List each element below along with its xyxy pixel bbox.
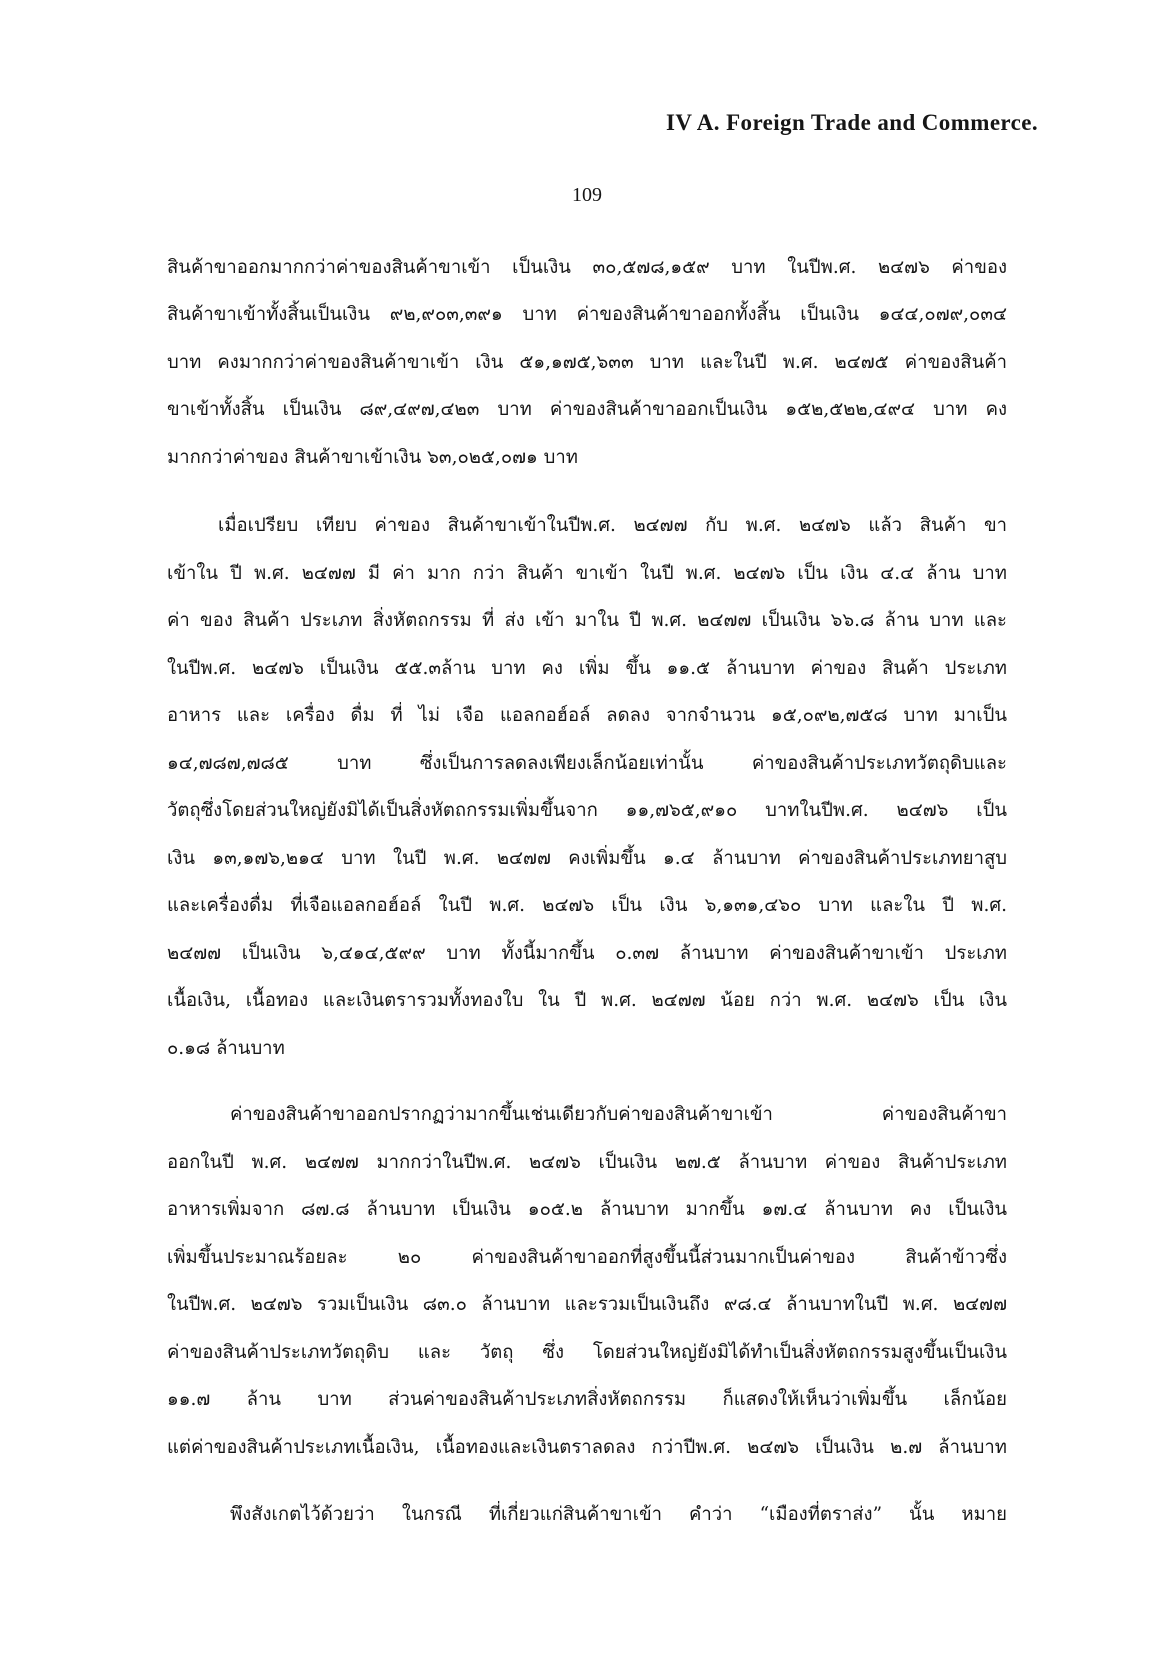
paragraph-2-line: เนื้อเงิน, เนื้อทอง และเงินตรารวมทั้งทองใบ ใน ปี พ.ศ. ๒๔๗๗ น้อย กว่า พ.ศ. ๒๔๗๖ เป็น เงิน (167, 990, 1007, 1011)
paragraph-1-line: มากกว่าค่าของ สินค้าขาเข้าเงิน ๖๓,๐๒๕,๐๗๑ บาท (167, 447, 578, 468)
paragraph-2-line: และเครื่องดื่ม ที่เจือแอลกอฮ์อล์ ในปี พ.ศ. ๒๔๗๖ เป็น เงิน ๖,๑๓๑,๔๖๐ บาท และใน ปี พ.ศ. (167, 895, 1007, 916)
paragraph-2-line: อาหาร และ เครื่อง ดื่ม ที่ ไม่ เจือ แอลกอฮ์อล์ ลดลง จากจำนวน ๑๕,๐๙๒,๗๕๘ บาท มาเป็น (167, 705, 1007, 726)
paragraph-2-line: วัตถุซึ่งโดยส่วนใหญ่ยังมิได้เป็นสิ่งหัตถกรรมเพิ่มขึ้นจาก ๑๑,๗๖๕,๙๑๐ บาทในปีพ.ศ. ๒๔๗๖ เป็น (167, 800, 1007, 821)
paragraph-4-line: พึงสังเกตไว้ด้วยว่า ในกรณี ที่เกี่ยวแก่สินค้าขาเข้า คำว่า “เมืองที่ตราส่ง” นั้น หมาย (230, 1504, 1007, 1525)
paragraph-2-line: เงิน ๑๓,๑๗๖,๒๑๔ บาท ในปี พ.ศ. ๒๔๗๗ คงเพิ่มขึ้น ๑.๔ ล้านบาท ค่าของสินค้าประเภทยาสูบ (167, 848, 1007, 869)
paragraph-2-line: ค่า ของ สินค้า ประเภท สิ่งหัตถกรรม ที่ ส่ง เข้า มาใน ปี พ.ศ. ๒๔๗๗ เป็นเงิน ๖๖.๘ ล้าน บาท และ (167, 610, 1007, 631)
paragraph-2-line: ในปีพ.ศ. ๒๔๗๖ เป็นเงิน ๕๕.๓ล้าน บาท คง เพิ่ม ขึ้น ๑๑.๕ ล้านบาท ค่าของ สินค้า ประเภท (167, 658, 1007, 679)
paragraph-1-line: บาท คงมากกว่าค่าของสินค้าขาเข้า เงิน ๕๑,๑๗๕,๖๓๓ บาท และในปี พ.ศ. ๒๔๗๕ ค่าของสินค้า (167, 352, 1007, 373)
paragraph-3-line: เพิ่มขึ้นประมาณร้อยละ ๒๐ ค่าของสินค้าขาออกที่สูงขึ้นนี้ส่วนมากเป็นค่าของ สินค้าข้าวซึ่ง (167, 1247, 1007, 1268)
paragraph-3-line: แต่ค่าของสินค้าประเภทเนื้อเงิน, เนื้อทองและเงินตราลดลง กว่าปีพ.ศ. ๒๔๗๖ เป็นเงิน ๒.๗ ล้านบาท (167, 1437, 1007, 1458)
paragraph-3-line: ค่าของสินค้าขาออกปรากฏว่ามากขึ้นเช่นเดียวกับค่าของสินค้าขาเข้า ค่าของสินค้าขา (230, 1104, 1007, 1125)
paragraph-2-line: เข้าใน ปี พ.ศ. ๒๔๗๗ มี ค่า มาก กว่า สินค้า ขาเข้า ในปี พ.ศ. ๒๔๗๖ เป็น เงิน ๔.๔ ล้าน บาท (167, 563, 1007, 584)
page-number: 109 (572, 184, 602, 206)
paragraph-2-line: ๑๔,๗๘๗,๗๘๕ บาท ซึ่งเป็นการลดลงเพียงเล็กน้อยเท่านั้น ค่าของสินค้าประเภทวัตถุดิบและ (167, 753, 1007, 774)
section-header: IV A. Foreign Trade and Commerce. (665, 110, 1038, 135)
paragraph-3-line: ในปีพ.ศ. ๒๔๗๖ รวมเป็นเงิน ๘๓.๐ ล้านบาท และรวมเป็นเงินถึง ๙๘.๔ ล้านบาทในปี พ.ศ. ๒๔๗๗ (167, 1294, 1007, 1315)
paragraph-2-line: ๒๔๗๗ เป็นเงิน ๖,๔๑๔,๕๙๙ บาท ทั้งนี้มากขึ้น ๐.๓๗ ล้านบาท ค่าของสินค้าขาเข้า ประเภท (167, 943, 1007, 964)
paragraph-1-line: สินค้าขาออกมากกว่าค่าของสินค้าขาเข้า เป็นเงิน ๓๐,๕๗๘,๑๕๙ บาท ในปีพ.ศ. ๒๔๗๖ ค่าของ (167, 257, 1007, 278)
paragraph-3-line: อาหารเพิ่มจาก ๘๗.๘ ล้านบาท เป็นเงิน ๑๐๕.๒ ล้านบาท มากขึ้น ๑๗.๔ ล้านบาท คง เป็นเงิน (167, 1199, 1007, 1220)
paragraph-3-line: ค่าของสินค้าประเภทวัตถุดิบ และ วัตถุ ซึ่ง โดยส่วนใหญ่ยังมิได้ทำเป็นสิ่งหัตถกรรมสูงขึ้นเป็นเงิน (167, 1342, 1007, 1363)
paragraph-1-line: สินค้าขาเข้าทั้งสิ้นเป็นเงิน ๙๒,๙๐๓,๓๙๑ บาท ค่าของสินค้าขาออกทั้งสิ้น เป็นเงิน ๑๔๔,๐๗๙,๐๓๔ (167, 304, 1007, 325)
paragraph-3-line: ออกในปี พ.ศ. ๒๔๗๗ มากกว่าในปีพ.ศ. ๒๔๗๖ เป็นเงิน ๒๗.๕ ล้านบาท ค่าของ สินค้าประเภท (167, 1152, 1007, 1173)
paragraph-2-line: ๐.๑๘ ล้านบาท (167, 1038, 285, 1059)
paragraph-3-line: ๑๑.๗ ล้าน บาท ส่วนค่าของสินค้าประเภทสิ่งหัตถกรรม ก็แสดงให้เห็นว่าเพิ่มขึ้น เล็กน้อย (167, 1389, 1007, 1410)
paragraph-1-line: ขาเข้าทั้งสิ้น เป็นเงิน ๘๙,๔๙๗,๔๒๓ บาท ค่าของสินค้าขาออกเป็นเงิน ๑๕๒,๕๒๒,๔๙๔ บาท คง (167, 399, 1007, 420)
paragraph-2-line: เมื่อเปรียบ เทียบ ค่าของ สินค้าขาเข้าในปีพ.ศ. ๒๔๗๗ กับ พ.ศ. ๒๔๗๖ แล้ว สินค้า ขา (218, 515, 1007, 536)
